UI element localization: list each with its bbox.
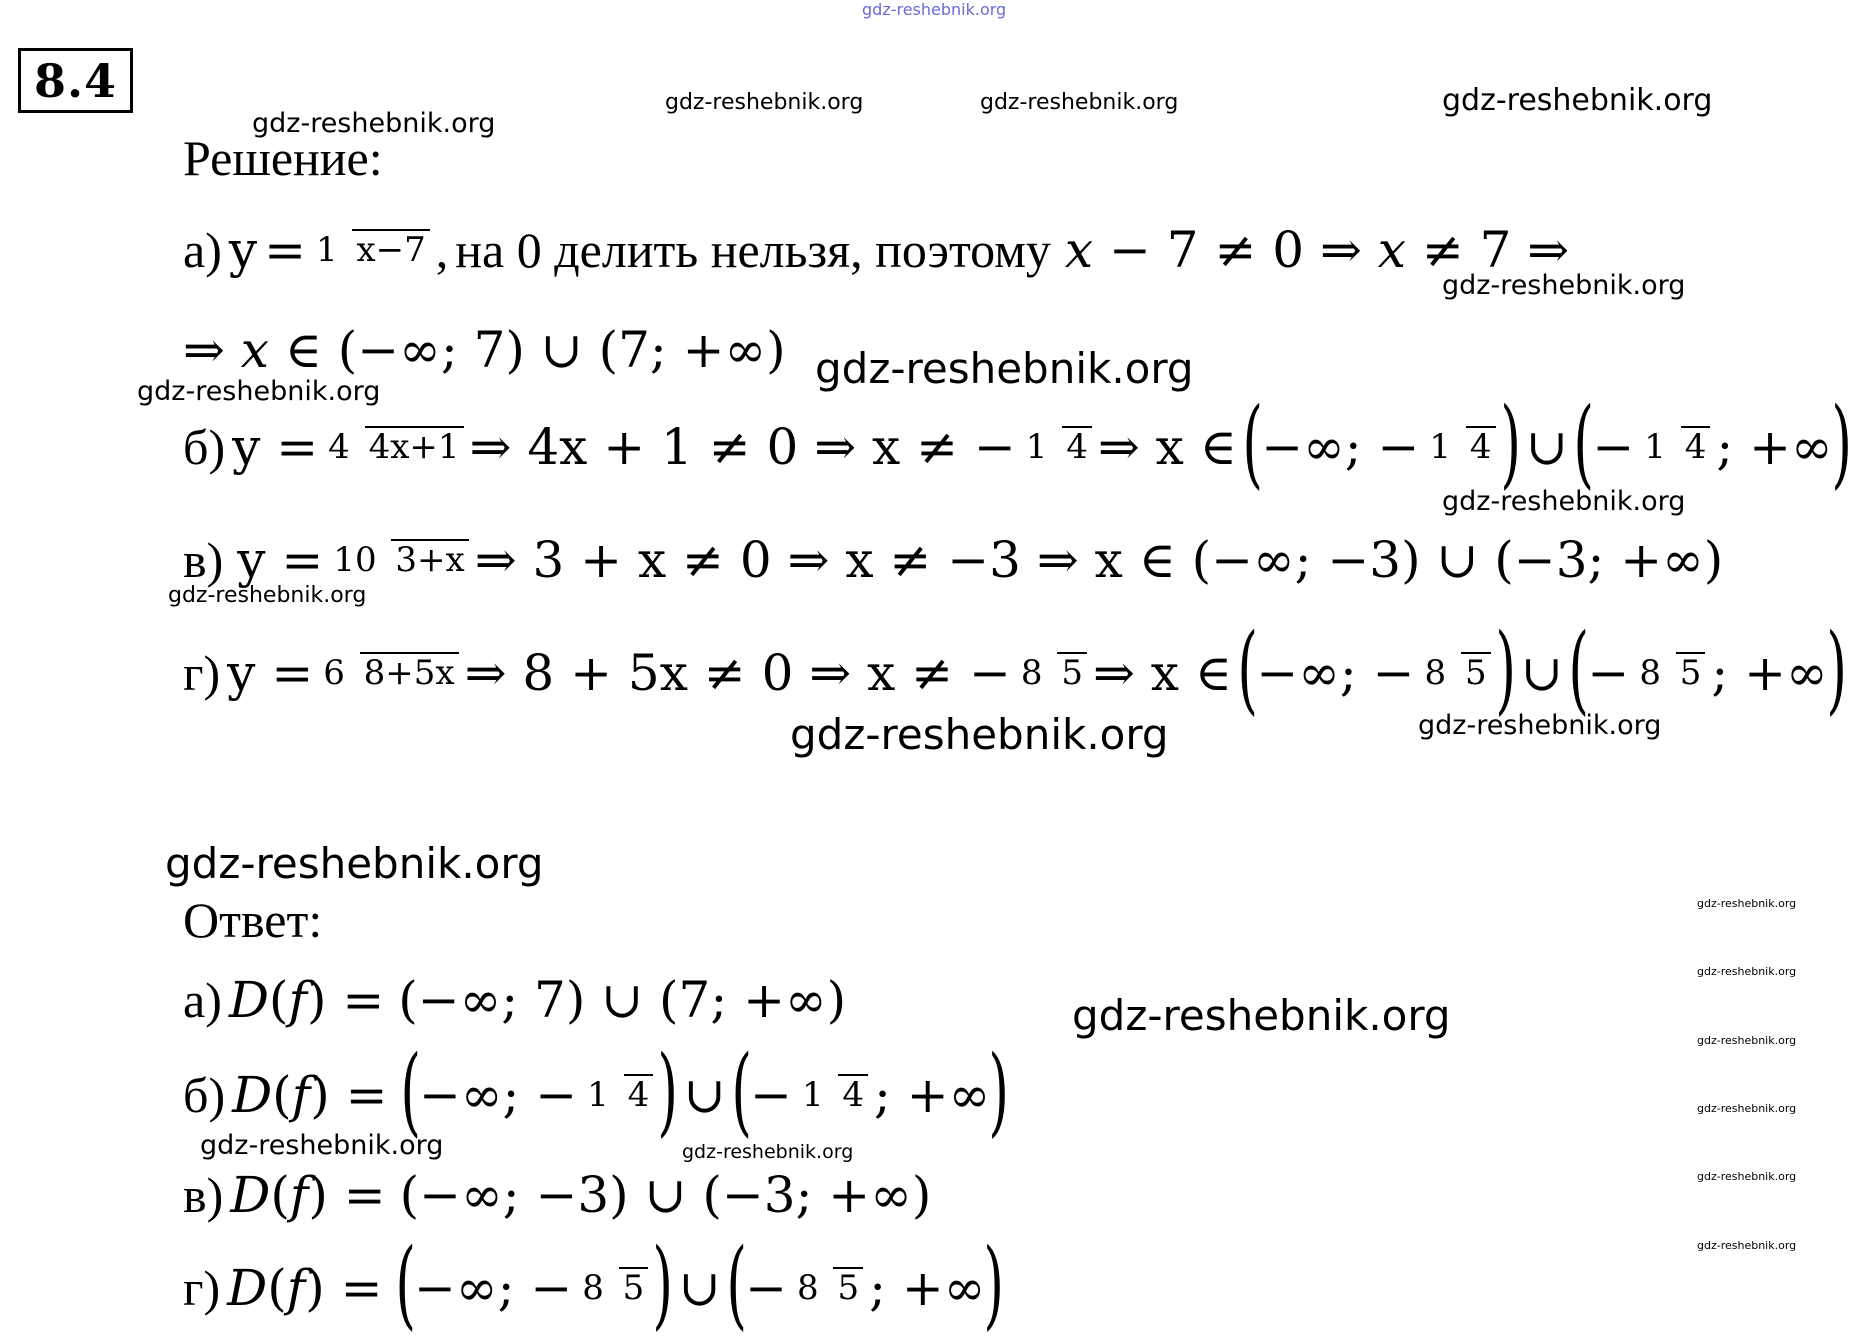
- answer-line-g: г) 𝐷(𝑓) = ( −∞; − 8 5 ) ∪ ( − 8 5 ; +∞ ): [183, 1227, 1005, 1340]
- answer-line-a: [183, 965, 846, 1035]
- condition: ⇒ 4x + 1 ≠ 0 ⇒ x ≠ −: [469, 418, 1016, 476]
- denominator: 4: [1466, 426, 1496, 466]
- watermark: gdz-reshebnik.org: [665, 90, 864, 115]
- interval-part: −: [1587, 644, 1630, 702]
- watermark: gdz-reshebnik.org: [1442, 270, 1686, 301]
- union-sign: ∪: [1525, 418, 1568, 476]
- denominator: 5: [833, 1267, 863, 1307]
- numerator: 1: [801, 1075, 824, 1116]
- item-label: г): [183, 1260, 221, 1316]
- fraction: [1635, 652, 1705, 694]
- watermark: gdz-reshebnik.org: [815, 344, 1194, 393]
- denominator: 5: [619, 1267, 649, 1307]
- domain-result: ⇒ 𝑥 ∈ (−∞; 7) ∪ (7; +∞): [183, 321, 786, 379]
- watermark: gdz-reshebnik.org: [1697, 1239, 1797, 1252]
- watermark: gdz-reshebnik.org: [252, 108, 496, 139]
- fraction: [1421, 652, 1491, 694]
- interval-part: −∞; −: [1261, 418, 1420, 476]
- fraction: [1022, 426, 1092, 468]
- item-label: б): [183, 1067, 226, 1123]
- numerator: 8: [1639, 653, 1661, 694]
- denominator: 8+5x: [360, 652, 459, 692]
- watermark: gdz-reshebnik.org: [1697, 965, 1797, 978]
- interval-part: −: [1592, 418, 1635, 476]
- domain-notation: 𝐷(𝑓) =: [227, 1259, 383, 1317]
- interval-part: −∞; −: [414, 1259, 573, 1317]
- watermark: gdz-reshebnik.org: [137, 376, 381, 407]
- watermark: gdz-reshebnik.org: [1418, 710, 1662, 741]
- item-label: а): [183, 972, 222, 1028]
- interval-part: ; +∞: [1716, 418, 1833, 476]
- interval-part: ; +∞: [1711, 644, 1828, 702]
- solution-line-a-continued: [183, 320, 786, 380]
- domain-notation: 𝐷(𝑓) =: [232, 1066, 388, 1124]
- domain-notation: 𝐷(𝑓) =: [230, 1166, 386, 1224]
- item-label: а): [183, 222, 222, 278]
- implies-member: ⇒ x ∈: [1092, 644, 1232, 702]
- solution-line-b: б) y = 4 4x+1 ⇒ 4x + 1 ≠ 0 ⇒ x ≠ − 1 4 ⇒ x ∈ ( −∞; − 1 4 ) ∪ ( − 1 4 ; +∞ ): [183, 386, 1852, 499]
- equals-sign: =: [264, 221, 306, 279]
- condition: 𝑥 − 7 ≠ 0 ⇒ 𝑥 ≠ 7 ⇒: [1064, 221, 1570, 279]
- interval-part: ; +∞: [869, 1259, 986, 1317]
- numerator: 4: [328, 427, 350, 468]
- watermark: gdz-reshebnik.org: [1697, 1102, 1797, 1115]
- watermark: gdz-reshebnik.org: [980, 90, 1179, 115]
- numerator: 8: [1424, 653, 1447, 694]
- interval-part: ; +∞: [874, 1066, 991, 1124]
- item-label: г): [183, 645, 221, 701]
- union-sign: ∪: [678, 1259, 721, 1317]
- watermark: gdz-reshebnik.org: [168, 583, 367, 608]
- watermark: gdz-reshebnik.org: [1442, 486, 1686, 517]
- solution-heading: Решение:: [183, 130, 383, 186]
- domain-notation: 𝐷(𝑓) =: [228, 971, 385, 1029]
- domain-result: (−∞; −3) ∪ (−3; +∞): [399, 1166, 932, 1224]
- comma: ,: [435, 222, 449, 278]
- fraction: [583, 1074, 653, 1116]
- fraction: [1640, 426, 1710, 468]
- fraction: [324, 426, 463, 468]
- watermark: gdz-reshebnik.org: [682, 1141, 854, 1163]
- answer-heading: Ответ:: [183, 892, 323, 948]
- interval-part: −: [745, 1259, 788, 1317]
- denominator: x−7: [352, 229, 429, 269]
- interval-part: −∞; −: [1256, 644, 1415, 702]
- solution-line-v: [183, 510, 1723, 610]
- implies-member: ⇒ x ∈: [1097, 418, 1237, 476]
- answer-line-b: б) 𝐷(𝑓) = ( −∞; − 1 4 ) ∪ ( − 1 4 ; +∞ ): [183, 1034, 1010, 1147]
- watermark: gdz-reshebnik.org: [1697, 1034, 1797, 1047]
- numerator: 8: [1020, 653, 1043, 694]
- watermark-top: gdz-reshebnik.org: [862, 0, 1007, 19]
- numerator: 8: [582, 1268, 604, 1309]
- denominator: 4: [1062, 426, 1092, 466]
- interval-part: −: [750, 1066, 792, 1124]
- denominator: 3+x: [391, 539, 468, 579]
- answer-line-v: [183, 1160, 931, 1230]
- numerator: 6: [323, 653, 345, 694]
- union-sign: ∪: [683, 1066, 726, 1124]
- union-sign: ∪: [1521, 644, 1563, 702]
- numerator: 1: [587, 1075, 609, 1116]
- watermark: gdz-reshebnik.org: [1072, 991, 1451, 1040]
- denominator: 4: [624, 1074, 654, 1114]
- solution-line-g: г) y = 6 8+5x ⇒ 8 + 5x ≠ 0 ⇒ x ≠ − 8 5 ⇒ x ∈ ( −∞; − 8 5 ) ∪ ( − 8 5 ; +∞ ): [183, 612, 1847, 725]
- watermark: gdz-reshebnik.org: [165, 839, 544, 888]
- denominator: 5: [1676, 652, 1706, 692]
- function-y: y =: [237, 531, 324, 589]
- watermark: gdz-reshebnik.org: [1442, 83, 1713, 118]
- domain-result: (−∞; 7) ∪ (7; +∞): [398, 971, 847, 1029]
- item-label: б): [183, 419, 226, 475]
- condition: ⇒ 3 + x ≠ 0 ⇒ x ≠ −3 ⇒ x ∈ (−∞; −3) ∪ (−3; +∞): [474, 531, 1724, 589]
- numerator: 8: [797, 1268, 819, 1309]
- denominator: 5: [1461, 652, 1491, 692]
- item-label: в): [183, 532, 224, 588]
- watermark: gdz-reshebnik.org: [1697, 897, 1797, 910]
- fraction: [1425, 426, 1495, 468]
- denominator: 4x+1: [365, 426, 464, 466]
- denominator: 4: [1681, 426, 1711, 466]
- interval-part: −∞; −: [418, 1066, 578, 1124]
- numerator: 1: [1025, 427, 1048, 468]
- fraction: [319, 652, 458, 694]
- fraction: [329, 539, 468, 581]
- problem-number: 8.4: [18, 48, 133, 113]
- watermark: gdz-reshebnik.org: [790, 710, 1169, 759]
- function-y: y =: [232, 418, 319, 476]
- numerator: 1: [1429, 427, 1452, 468]
- watermark: gdz-reshebnik.org: [1697, 1170, 1797, 1183]
- fraction: [1017, 652, 1087, 694]
- denominator: 5: [1057, 652, 1087, 692]
- condition: ⇒ 8 + 5x ≠ 0 ⇒ x ≠ −: [464, 644, 1011, 702]
- fraction: [312, 229, 430, 271]
- numerator: 1: [1644, 427, 1666, 468]
- function-y: y =: [227, 644, 314, 702]
- fraction: [793, 1267, 863, 1309]
- fraction: [798, 1074, 868, 1116]
- item-label: в): [183, 1167, 224, 1223]
- function-y: y: [228, 221, 258, 279]
- fraction: [578, 1267, 648, 1309]
- numerator: 1: [316, 230, 338, 271]
- numerator: 10: [333, 540, 377, 581]
- explanation-text: на 0 делить нельзя, поэтому: [455, 222, 1051, 278]
- solution-line-a: [183, 205, 1569, 295]
- denominator: 4: [838, 1074, 868, 1114]
- watermark: gdz-reshebnik.org: [200, 1130, 444, 1161]
